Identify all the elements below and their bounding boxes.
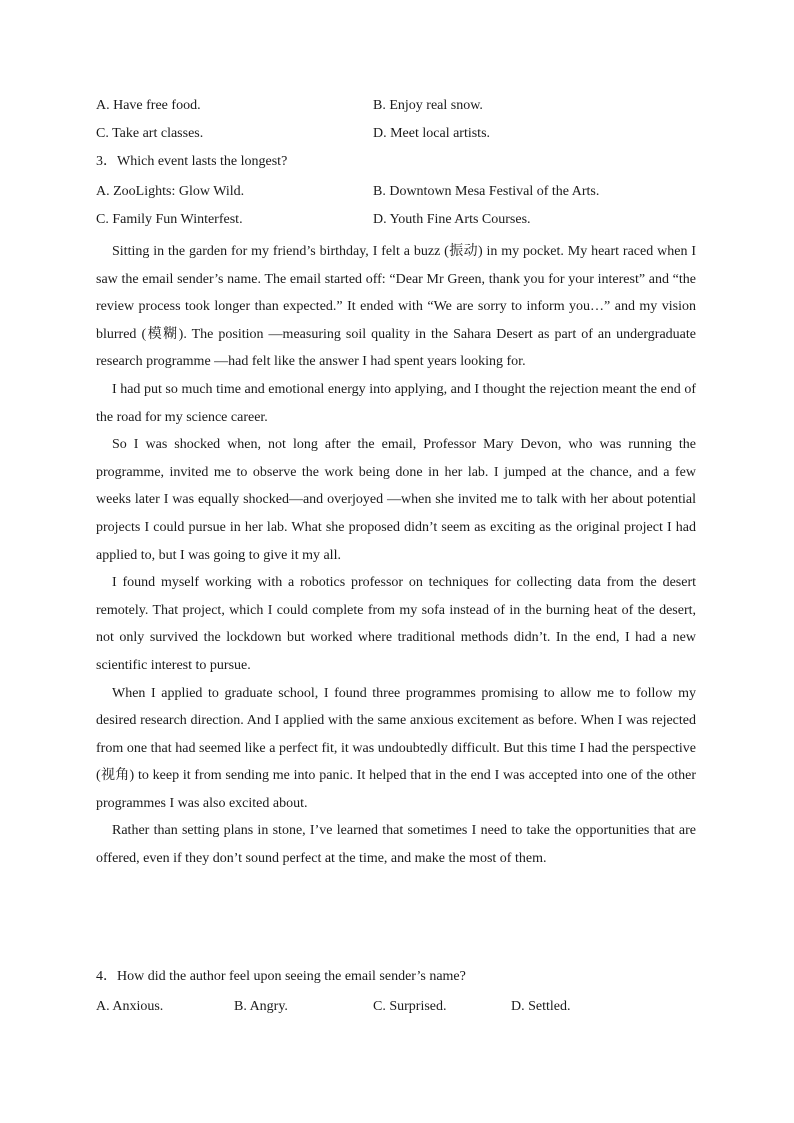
q4-option-b: B. Angry. xyxy=(234,999,288,1014)
reading-passage xyxy=(96,238,696,873)
q2-option-c: C. Take art classes. xyxy=(96,126,204,141)
passage-paragraph-1: Sitting in the garden for my friend’s birthday, I felt a buzz (振动) in my pocket. My heart raced when I saw the email sender’s name. The email started off: “Dear Mr Green, thank you for your interest” and “the review process took longer than expected.” It ended with “We are sorry to inform you…” and my vision blurred (模糊). The position —measuring soil quality in the Sahara Desert as part of an undergraduate research programme —had felt like the answer I had spent years looking for. xyxy=(96,244,696,370)
passage-paragraph-6: Rather than setting plans in stone, I’ve learned that sometimes I need to take the opportunities that are offered, even if they don’t sound perfect at the time, and make the most of them. xyxy=(96,823,696,867)
q4-question: 4．How did the author feel upon seeing the email sender’s name? xyxy=(96,969,466,984)
passage-paragraph-4: I found myself working with a robotics professor on techniques for collecting data from the desert remotely. That project, which I could complete from my sofa instead of in the burning heat of the desert, not only survived the lockdown but worked where traditional methods didn’t. In the end, I had a new scientific interest to pursue. xyxy=(96,575,696,673)
q2-option-b: B. Enjoy real snow. xyxy=(373,98,483,113)
q3-option-b: B. Downtown Mesa Festival of the Arts. xyxy=(373,184,600,199)
q2-option-a: A. Have free food. xyxy=(96,98,201,113)
q4-option-a: A. Anxious. xyxy=(96,999,164,1014)
q3-option-c: C. Family Fun Winterfest. xyxy=(96,212,243,227)
passage-paragraph-5: When I applied to graduate school, I found three programmes promising to allow me to follow my desired research direction. And I applied with the same anxious excitement as before. When I was rejected from one that had seemed like a perfect fit, it was undoubtedly difficult. But this time I had the perspective (视角) to keep it from sending me into panic. It helped that in the end I was accepted into one of the other programmes I was also excited about. xyxy=(96,685,696,811)
q4-option-d: D. Settled. xyxy=(511,999,571,1014)
passage-paragraph-3: So I was shocked when, not long after the email, Professor Mary Devon, who was running the programme, invited me to observe the work being done in her lab. I jumped at the chance, and a few weeks later I was equally shocked—and overjoyed —when she invited me to talk with her about potential projects I could pursue in her lab. What she proposed didn’t seem as exciting as the original project I had applied to, but I was going to give it my all. xyxy=(96,437,696,563)
q3-option-d: D. Youth Fine Arts Courses. xyxy=(373,212,531,227)
q2-option-d: D. Meet local artists. xyxy=(373,126,491,141)
q3-option-a: A. ZooLights: Glow Wild. xyxy=(96,184,245,199)
q4-option-c: C. Surprised. xyxy=(373,999,447,1014)
passage-paragraph-2: I had put so much time and emotional energy into applying, and I thought the rejection meant the end of the road for my science career. xyxy=(96,381,696,425)
q3-question: 3．Which event lasts the longest? xyxy=(96,154,288,169)
